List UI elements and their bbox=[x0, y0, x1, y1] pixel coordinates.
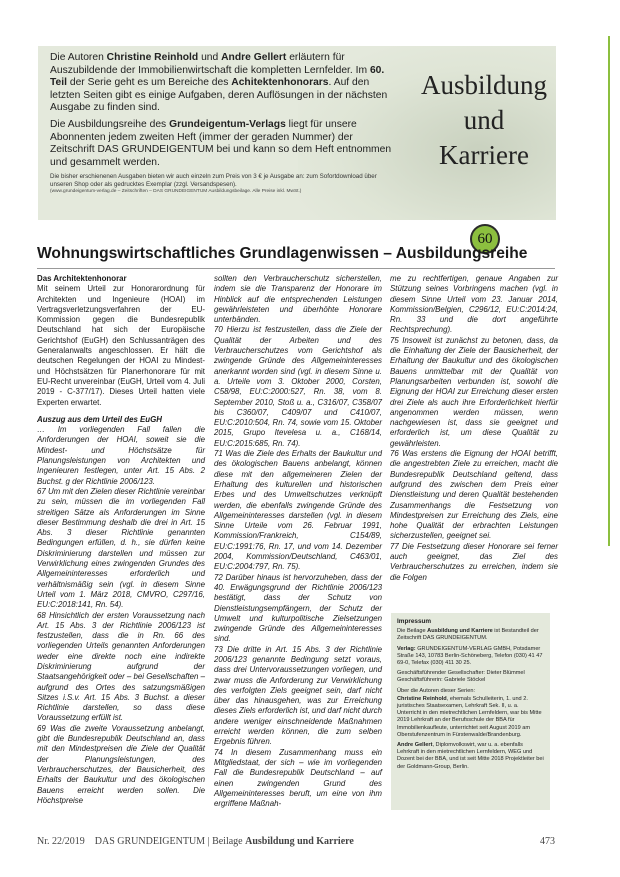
paragraph: Mit seinem Urteil zur Honorarordnung für Architekten und Ingenieure (HOAI) im Vertragsverletzungsverfahren der EU-Kommission gegen die Bundesrepublik Deutschland hat sich der Europäische Gerichtshof (EuGH) den Schlussanträgen des Generalanwalts angeschlossen. Er hält die deutschen Regelungen der HOAI zu Mindest- und Höchstsätzen für Planerhonorare für mit EU-Recht unvereinbar (EuGH, Urteil vom 4. Juli 2019 - C-377/17). Dieses Urteil hatten viele Experten erwartet. bbox=[37, 284, 205, 407]
paragraph: 72 Darüber hinaus ist hervorzuheben, dass der 40. Erwägungsgrund der Richtlinie 2006/123 bestätigt, dass der Schutz von Dienstleistungsempfängern, der Schutz der Umwelt und kulturpolitische Zielsetzungen zwingende Gründe des Allgemeininteresses sind. bbox=[214, 572, 382, 644]
series-title: Ausbildung und Karriere bbox=[420, 70, 547, 170]
paragraph: 75 Insoweit ist zunächst zu betonen, dass, da die Einhaltung der Ziele der Bausicherheit, der Erhaltung der Baukultur und des ökologischen Bauens unmittelbar mit der Qualität von Planungsarbeiten verbunden ist, sowohl die Eignung der HOAI zur Erreichung dieser ersten drei Ziele als auch ihre Erforderlichkeit hierfür angenommen werden müssen, wenn nachgewiesen ist, dass sie geeignet und erforderlich ist, um diese Qualität zu gewährleisten. bbox=[390, 335, 558, 448]
paragraph: 73 Die dritte in Art. 15 Abs. 3 der Richtlinie 2006/123 genannte Bedingung setzt voraus, dass drei Untervoraussetzungen vorliegen, und zwar muss die Anforderung zur Verwirklichung des verfolgten Ziels geeignet sein, darf nicht über das hinausgehen, was zur Erreichung dieses Ziels erforderlich ist, und darf nicht durch andere weniger einschneidende Maßnahmen erreicht werden können, die zum selben Ergebnis führen. bbox=[214, 644, 382, 747]
impressum-text: Die Beilage Ausbildung und Karriere ist Bestandteil der Zeitschrift DAS GRUNDEIGENTUM. bbox=[397, 628, 539, 642]
paragraph: 70 Hierzu ist festzustellen, dass die Ziele der Qualität der Arbeiten und des Verbraucherschutzes vom Gerichtshof als zwingende Gründe des Allgemeininteresses anerkannt worden sind (vgl. in diesem Sinne u. a. Urteile vom 3. Oktober 2000, Corsten, C58/98, EU:C:2000:527, Rn. 38, vom 8. September 2010, Stoß u. a., C316/07, C358/07 bis C360/07, C409/07 und C410/07, EU:C:2010:504, Rn. 74, sowie vom 15. Oktober 2015, Grupo Itevelesa u. a., C168/14, EU:C:2015:685, Rn. 74). bbox=[214, 325, 382, 448]
column-2 bbox=[214, 274, 382, 809]
paragraph: 67 Um mit den Zielen dieser Richtlinie vereinbar zu sein, müssen die im vorliegenden Fall streitigen Sätze als Anforderungen im Sinne dieser Bestimmung deshalb die drei in Art. 15 Abs. 3 dieser Richtlinie genannten Bedingungen erfüllen, d. h., sie dürfen keine Diskriminierung darstellen und müssen zur Verwirklichung eines zwingenden Grundes des Allgemeininteresses erforderlich und verhältnismäßig sein (vgl. in diesem Sinne Urteil vom 1. März 2018, CMVRO, C297/16, EU:C:2018:141, Rn. 54). bbox=[37, 486, 205, 610]
paragraph: 71 Was die Ziele des Erhalts der Baukultur und des ökologischen Bauens anbelangt, können diese mit den allgemeineren Zielen der Erhaltung des kulturellen und historischen Erbes und des Umweltschutzes verknüpft werden, die ebenfalls zwingende Gründe des Allgemeininteresses darstellen (vgl. in diesem Sinne Urteile vom 26. Februar 1991, Kommission/Frankreich, C154/89, EU:C:1991:76, Rn. 17, und vom 14. Dezember 2004, Kommission/Deutschland, C463/01, EU:C:2004:797, Rn. 75). bbox=[214, 449, 382, 572]
section-heading: Das Architektenhonorar bbox=[37, 274, 127, 283]
impressum-text: Über die Autoren dieser Serien: bbox=[397, 687, 476, 694]
impressum-text: Verlag: GRUNDEIGENTUM-VERLAG GMBH, Potsdamer Straße 143, 10783 Berlin-Schöneberg, Telefon (030) 41 47 69-0, Telefax (030) 411 30 25. bbox=[397, 645, 543, 667]
paragraph: sollten den Verbraucherschutz sicherstellen, indem sie die Transparenz der Honorare im Hinblick auf die entsprechenden Leistungen gewährleisteten und überhöhte Honorare unterbänden. bbox=[214, 274, 382, 325]
intro-paragraph-2: Die Ausbildungsreihe des Grundeigentum-Verlags liegt für unsere Abonnenten jedem zweiten Heft (immer der geraden Nummer) der Zeitschrift DAS GRUNDEIGENTUM bei und kann so dem Heft entnommen und gesammelt werden. bbox=[50, 118, 392, 168]
page-title: Wohnungswirtschaftliches Grundlagenwissen – Ausbildungsreihe bbox=[37, 245, 528, 262]
section-heading: Auszug aus dem Urteil des EuGH bbox=[37, 414, 162, 424]
price-note: Die bisher erschienenen Ausgaben bieten wir auch einzeln zum Preis von 3 € je Ausgabe an: zum Sofortdownload über unseren Shop oder als gedrucktes Exemplar (zzgl. Versandspesen). bbox=[50, 173, 377, 189]
accent-bar bbox=[608, 36, 610, 546]
header-box bbox=[38, 46, 556, 247]
paragraph: 74 In diesem Zusammenhang muss ein Mitgliedstaat, der sich – wie im vorliegenden Fall die Bundesrepublik Deutschland – auf einen zwingenden Grund des Allgemeininteresses beruft, um eine von ihm ergriffene Maßnah- bbox=[214, 747, 382, 809]
paragraph: 76 Was erstens die Eignung der HOAI betrifft, die angestrebten Ziele zu erreichen, macht die Bundesrepublik Deutschland geltend, dass aufgrund des zwischen dem Preis einer Dienstleistung und deren Qualität bestehenden Zusammenhangs die Festsetzung von Mindestpreisen zur Erreichung des Ziels, eine hohe Qualität der erbrachten Leistungen sicherzustellen, geeignet sei. bbox=[390, 449, 558, 541]
shop-note: (www.grundeigentum-verlag.de – Zeitschriften – DAS GRUNDEIGENTUM Ausbildungsbeilage. Alle Preise inkl. MwSt.) bbox=[50, 189, 302, 195]
paragraph: 69 Was die zweite Voraussetzung anbelangt, gibt die Bundesrepublik Deutschland an, dass mit den Mindestpreisen die Ziele der Qualität der Planungsleistungen, des Verbraucherschutzes, der Bausicherheit, des Erhalts der Baukultur und des ökologischen Bauens erreicht werden sollen. Die Höchstpreise bbox=[37, 723, 205, 805]
paragraph: me zu rechtfertigen, genaue Angaben zur Stützung seines Vorbringens machen (vgl. in diesem Sinne Urteil vom 23. Januar 2014, Kommission/Belgien, C296/12, EU:C:2014:24, Rn. 33 und die dort angeführte Rechtsprechung). bbox=[390, 274, 558, 335]
impressum-text: Andre Gellert, Diplomvolkswirt, war u. a. ebenfalls Lehrkraft in den mietrechtlichen Lernfeldern, WEG und Dozent bei der BBA, und ist seit Mitte 2018 Projektleiter bei der Goldmann-Group, Berlin. bbox=[397, 742, 544, 770]
title-rule bbox=[37, 268, 555, 269]
part-number-badge: 60 bbox=[470, 224, 500, 254]
paragraph: 68 Hinsichtlich der ersten Voraussetzung nach Art. 15 Abs. 3 der Richtlinie 2006/123 ist festzustellen, dass die in Rn. 66 des vorliegenden Urteils genannten Anforderungen weder eine direkte noch eine indirekte Diskriminierung aufgrund der Staatsangehörigkeit oder – bei Gesellschaften – aufgrund des Ortes des satzungsmäßigen Sitzes i.S.v. Art. 15 Abs. 3 Buchst. a dieser Richtlinie darstellen, so dass diese Voraussetzung erfüllt ist. bbox=[37, 610, 206, 723]
paragraph: 77 Die Festsetzung dieser Honorare sei ferner auch geeignet, das Ziel des Verbraucherschutzes zu erreichen, indem sie die Folgen bbox=[390, 541, 558, 582]
impressum-box bbox=[391, 613, 550, 810]
footer-left: Nr. 22/2019 DAS GRUNDEIGENTUM | Beilage Ausbildung und Karriere bbox=[37, 836, 354, 847]
impressum-title: Impressum bbox=[397, 618, 432, 625]
column-1 bbox=[37, 274, 205, 806]
impressum-text: Christine Reinhold, ehemals Schulleiterin, 1. und 2. juristisches Staatsexamen, Lehrkraft Sek. II, u. a. Unterricht in den mietrechtlichen Lernfeldern, war bis Mitte 2019 Lehrkraft an der Berufsschule der BBA für Immobilienkaufleute, unterrichtet seit August 2019 am Oberstufenzentrum in Fürstenwalde/Brandenburg. bbox=[397, 695, 542, 738]
impressum-text: Geschäftsführender Gesellschafter: Dieter Blümmel Geschäftsführerin: Gabriele Stöckel bbox=[397, 670, 525, 684]
page-number: 473 bbox=[540, 836, 555, 847]
paragraph: … Im vorliegenden Fall fallen die Anforderungen der HOAI, soweit sie die Mindest- und Höchstsätze für Planungsleistungen von Architekten und Ingenieuren festlegen, unter Art. 15 Abs. 2 Buchst. g der Richtlinie 2006/123. bbox=[37, 425, 205, 486]
intro-paragraph-1: Die Autoren Christine Reinhold und Andre Gellert erläutern für Auszubildende der Immobilienwirtschaft die kompletten Lernfelder. Im 60. Teil der Serie geht es um Bereiche des Achitektenhonorars. Auf den letzten Seiten gibt es einige Aufgaben, deren Auflösungen in der nächsten Ausgabe zu finden sind. bbox=[50, 52, 388, 114]
header-intro bbox=[50, 52, 398, 195]
column-3 bbox=[390, 274, 558, 583]
